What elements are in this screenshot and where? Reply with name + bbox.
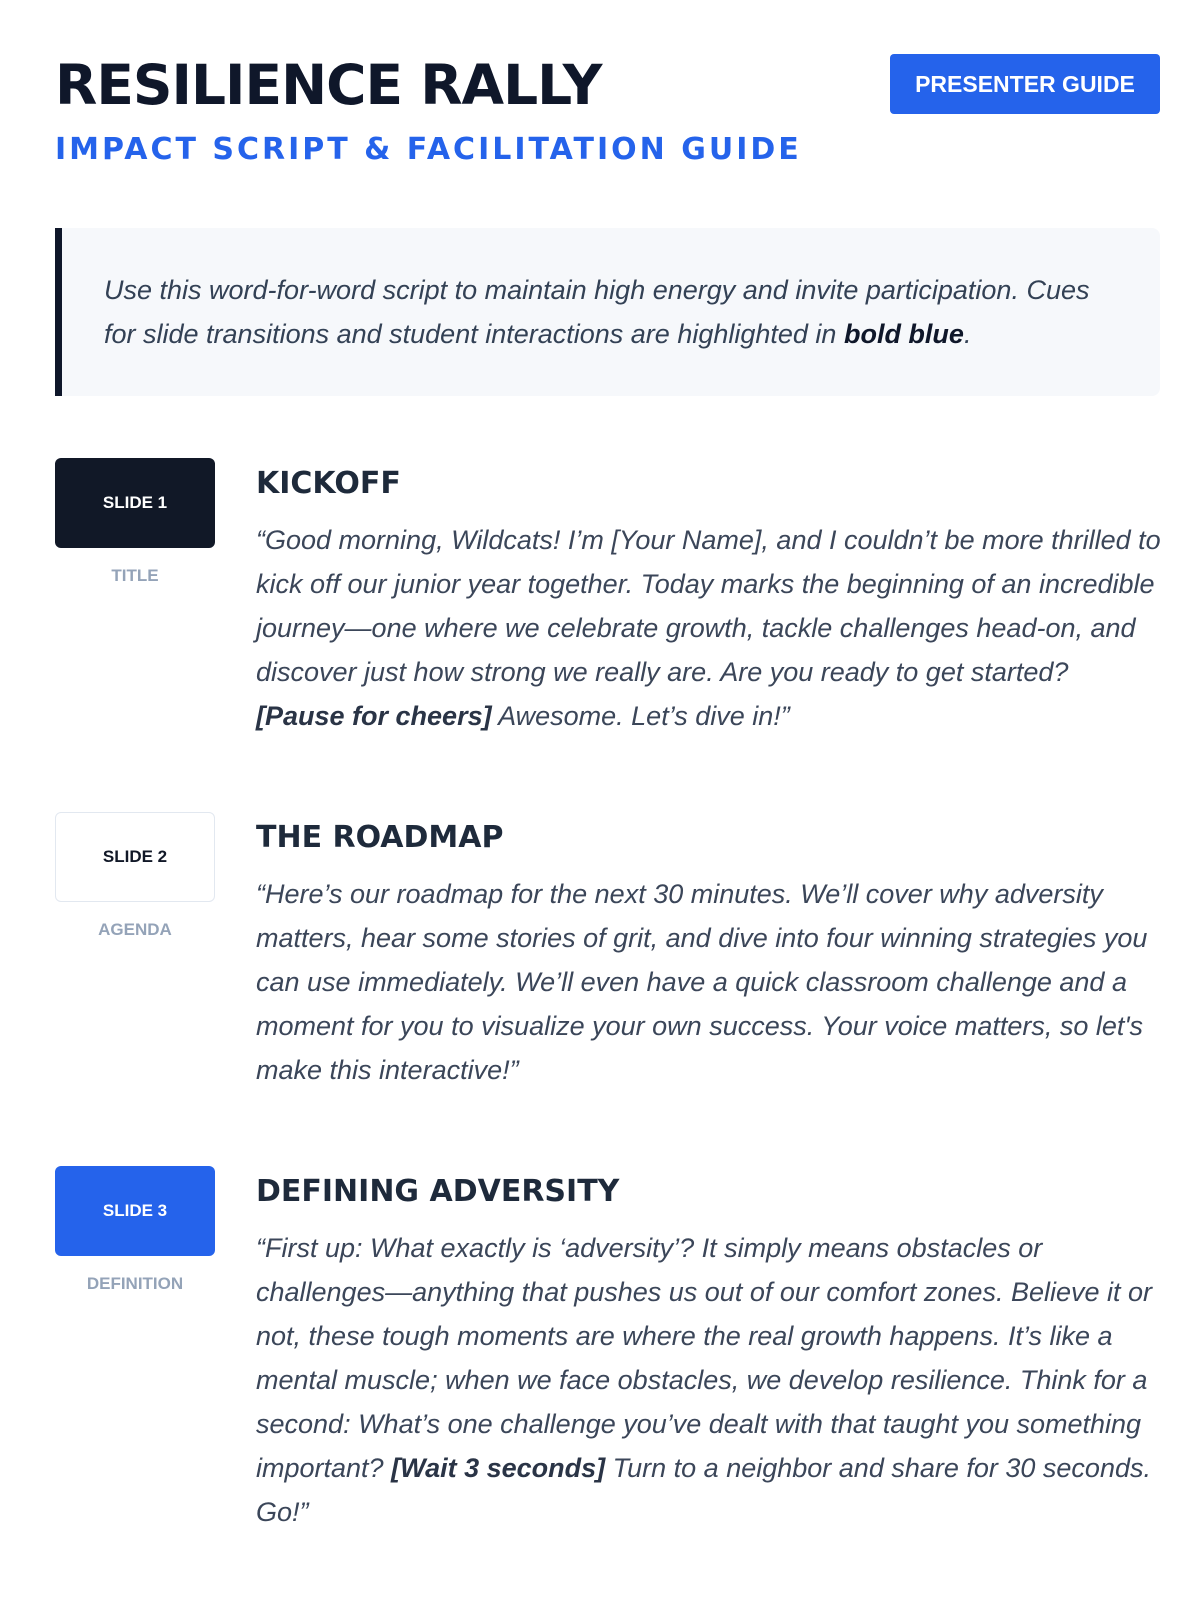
script-cue: [Wait 3 seconds] xyxy=(391,1453,606,1483)
slide-script: “Here’s our roadmap for the next 30 minutes. We’ll cover why adversity matters, hear some stories of grit, and dive into four winning strategies you can use immediately. We’ll even have a quick classroom challenge and a moment for you to visualize your own success. Your voice matters, so let's make this interactive!” xyxy=(256,879,1148,1085)
slide-script xyxy=(256,518,1161,738)
script-text-end: Awesome. Let’s dive in!” xyxy=(491,701,790,731)
slide-script xyxy=(256,1226,1161,1534)
script-cue: [Pause for cheers] xyxy=(256,701,492,731)
page-header xyxy=(55,50,1160,180)
slide-badge[interactable]: SLIDE 2 xyxy=(55,812,215,902)
script-text: “First up: What exactly is ‘adversity’? It simply means obstacles or challenges—anything that pushes us out of our comfort zones. Believe it or not, these tough moments are where the real growth happens. It’s like a mental muscle; when we face obstacles, we develop resilience. Think for a second: What’s one challenge you’ve dealt with that taught you something important? xyxy=(256,1233,1153,1483)
intro-text-end: . xyxy=(963,319,972,349)
intro-callout xyxy=(55,228,1160,396)
slide-badge[interactable]: SLIDE 1 xyxy=(55,458,215,548)
script-text-end: Turn to a neighbor and share for 30 seconds. Go!” xyxy=(256,1453,1151,1527)
slide-title: DEFINING ADVERSITY xyxy=(256,1174,620,1209)
script-text: “Good morning, Wildcats! I’m [Your Name], and I couldn’t be more thrilled to kick off our junior year together. Today marks the beginning of an incredible journey—one where we celebrate growth, tackle challenges head-on, and discover just how strong we really are. Are you ready to get started? xyxy=(256,525,1161,687)
page-subtitle: IMPACT SCRIPT & FACILITATION GUIDE xyxy=(55,132,802,167)
page-title: RESILIENCE RALLY xyxy=(55,53,602,117)
slide-label: DEFINITION xyxy=(86,1274,184,1293)
intro-emphasis: bold blue xyxy=(843,319,964,349)
slide-label: TITLE xyxy=(111,566,159,585)
slide-title: KICKOFF xyxy=(256,466,401,501)
slide-label: AGENDA xyxy=(98,920,172,939)
intro-text: Use this word-for-word script to maintain high energy and invite participation. Cues for slide transitions and student interactions are highlighted in xyxy=(104,275,1090,349)
slide-title: THE ROADMAP xyxy=(256,820,504,855)
slide-badge[interactable]: SLIDE 3 xyxy=(55,1166,215,1256)
presenter-guide-button[interactable]: PRESENTER GUIDE xyxy=(890,54,1160,114)
